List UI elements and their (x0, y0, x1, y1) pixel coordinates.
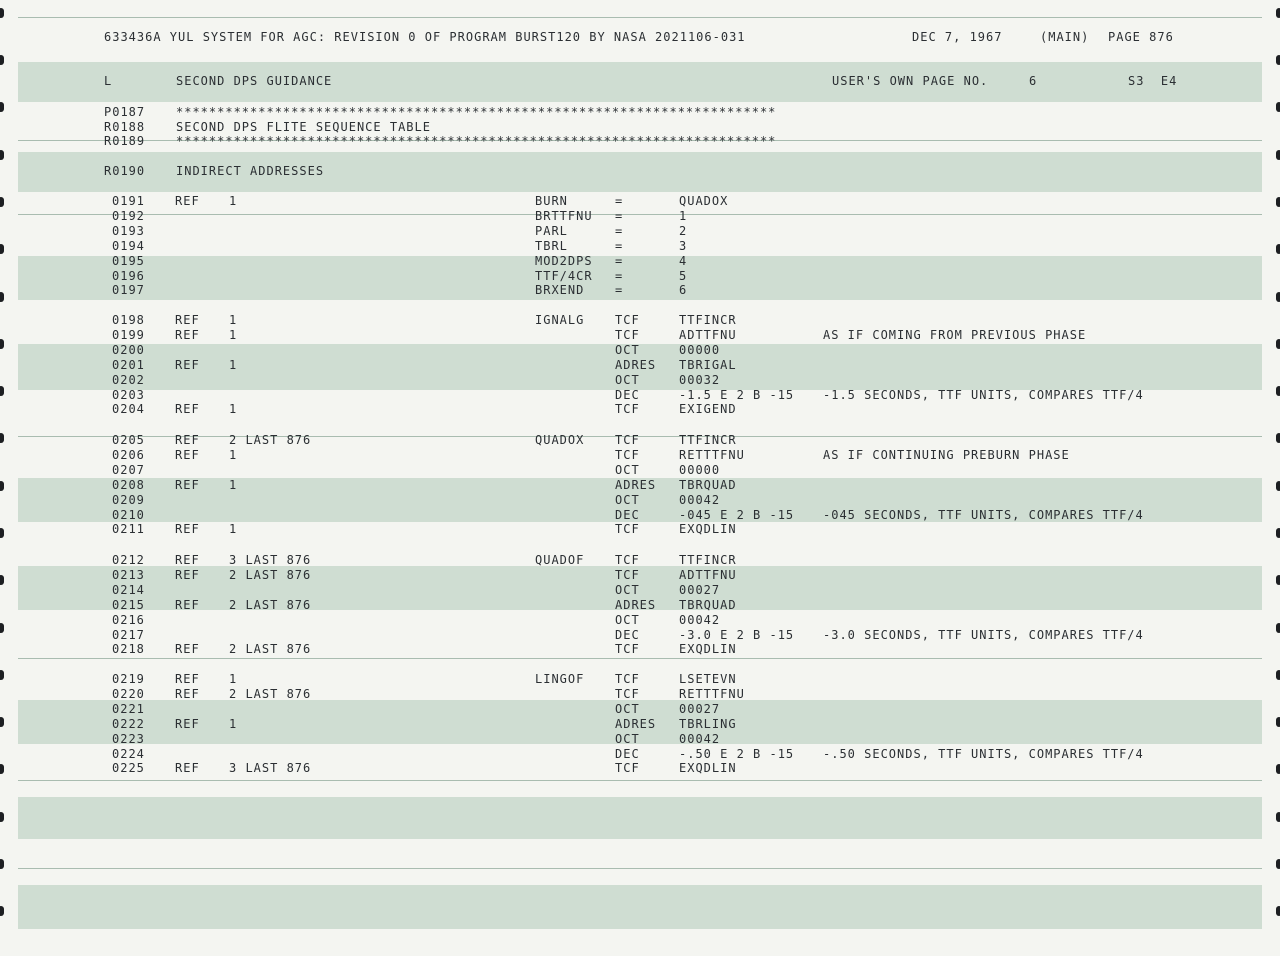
remark-text: ************************************************************************* (176, 105, 777, 119)
opcode: OCT (615, 731, 640, 746)
log-column: L (104, 74, 113, 88)
operand: -045 E 2 B -15 (679, 507, 795, 522)
card-number: 0195 (112, 253, 145, 268)
feed-hole (0, 528, 4, 538)
card-number: 0196 (112, 268, 145, 283)
opcode: = (615, 194, 624, 208)
symbol-label: IGNALG (535, 313, 585, 327)
operand: QUADOX (679, 194, 729, 208)
feed-hole (0, 764, 4, 774)
feed-hole (1276, 906, 1280, 916)
operand: ADTTFNU (679, 567, 737, 582)
card-number: 0218 (112, 642, 145, 657)
card-number: 0208 (112, 477, 145, 492)
remark-line (0, 164, 325, 179)
paper-rule (18, 780, 1262, 781)
ref-keyword: REF (175, 313, 200, 327)
card-number: 0200 (112, 342, 145, 357)
comment: -045 SECONDS, TTF UNITS, COMPARES TTF/4 (823, 507, 1144, 522)
remark-line (0, 120, 431, 135)
card-number: 0203 (112, 387, 145, 402)
opcode: DEC (615, 627, 640, 642)
opcode: TCF (615, 402, 640, 417)
listing-main: (MAIN) (1040, 30, 1090, 44)
opcode: ADRES (615, 477, 657, 492)
feed-hole (0, 433, 4, 443)
opcode: = (615, 268, 624, 283)
operand: 00000 (679, 462, 721, 477)
feed-hole (1276, 812, 1280, 822)
ref-count: 1 (229, 357, 238, 372)
card-number: 0216 (112, 612, 145, 627)
operand: TBRQUAD (679, 477, 737, 492)
feed-hole (0, 8, 4, 18)
opcode: TCF (615, 672, 640, 686)
green-band (18, 797, 1262, 839)
comment: AS IF COMING FROM PREVIOUS PHASE (823, 327, 1087, 342)
symbol-label: QUADOX (535, 433, 585, 447)
card-number: 0212 (112, 553, 145, 567)
card-number: 0219 (112, 672, 145, 686)
ref-keyword: REF (175, 402, 200, 417)
listing-title: 633436A YUL SYSTEM FOR AGC: REVISION 0 OF PROGRAM BURST120 BY NASA 2021106-031 (104, 30, 746, 44)
users-page-number: 6 (1029, 74, 1038, 88)
feed-hole (0, 575, 4, 585)
card-number: 0209 (112, 492, 145, 507)
remark-line (0, 134, 777, 149)
green-band (18, 885, 1262, 929)
card-number: 0206 (112, 447, 145, 462)
ref-keyword: REF (175, 447, 200, 462)
ref-keyword: REF (175, 433, 200, 447)
symbol-label: MOD2DPS (535, 253, 593, 268)
ref-count: 1 (229, 313, 238, 327)
opcode: DEC (615, 387, 640, 402)
operand: TBRQUAD (679, 597, 737, 612)
ref-keyword: REF (175, 357, 200, 372)
operand: 2 (679, 223, 688, 238)
operand: 5 (679, 268, 688, 283)
opcode: OCT (615, 342, 640, 357)
operand: 00042 (679, 731, 721, 746)
card-number: 0198 (112, 313, 145, 327)
ref-count: 1 (229, 194, 238, 208)
opcode: TCF (615, 447, 640, 462)
operand: TTFINCR (679, 553, 737, 567)
card-number: 0211 (112, 522, 145, 537)
card-number: 0199 (112, 327, 145, 342)
feed-hole (1276, 244, 1280, 254)
card-number: 0213 (112, 567, 145, 582)
feed-hole (1276, 623, 1280, 633)
feed-hole (1276, 8, 1280, 18)
feed-hole (0, 244, 4, 254)
opcode: = (615, 223, 624, 238)
operand: 4 (679, 253, 688, 268)
operand: TTFINCR (679, 433, 737, 447)
opcode: TCF (615, 327, 640, 342)
ref-keyword: REF (175, 716, 200, 731)
operand: 00032 (679, 372, 721, 387)
remark-text: SECOND DPS FLITE SEQUENCE TABLE (176, 120, 431, 134)
card-number: 0215 (112, 597, 145, 612)
section-codes: S3 E4 (1128, 74, 1178, 88)
opcode: OCT (615, 372, 640, 387)
comment: -.50 SECONDS, TTF UNITS, COMPARES TTF/4 (823, 746, 1144, 761)
feed-hole (1276, 386, 1280, 396)
ref-keyword: REF (175, 597, 200, 612)
ref-count: 1 (229, 522, 238, 537)
operand: 3 (679, 238, 688, 253)
card-number: 0192 (112, 208, 145, 223)
comment: -1.5 SECONDS, TTF UNITS, COMPARES TTF/4 (823, 387, 1144, 402)
header-line (0, 30, 1174, 45)
feed-hole (1276, 670, 1280, 680)
symbol-label: BURN (535, 194, 568, 208)
card-number: 0217 (112, 627, 145, 642)
opcode: TCF (615, 761, 640, 776)
operand: EXQDLIN (679, 522, 737, 537)
feed-hole (1276, 150, 1280, 160)
card-number: 0194 (112, 238, 145, 253)
subheader-line (0, 74, 1178, 89)
ref-keyword: REF (175, 567, 200, 582)
feed-hole (1276, 55, 1280, 65)
card-number: 0223 (112, 731, 145, 746)
ref-keyword: REF (175, 327, 200, 342)
users-page-label: USER'S OWN PAGE NO. (832, 74, 989, 88)
ref-keyword: REF (175, 477, 200, 492)
card-number: 0225 (112, 761, 145, 776)
ref-count: 1 (229, 477, 238, 492)
ref-count: 2 LAST 876 (229, 686, 312, 701)
card-number: 0197 (112, 283, 145, 298)
symbol-label: BRTTFNU (535, 208, 593, 223)
ref-keyword: REF (175, 522, 200, 537)
card-number: R0188 (104, 120, 146, 134)
operand: EXIGEND (679, 402, 737, 417)
remark-text: INDIRECT ADDRESSES (176, 164, 325, 178)
operand: 00042 (679, 492, 721, 507)
opcode: TCF (615, 553, 640, 567)
operand: TBRIGAL (679, 357, 737, 372)
ref-count: 1 (229, 716, 238, 731)
symbol-label: TTF/4CR (535, 268, 593, 283)
paper-rule (18, 658, 1262, 659)
opcode: ADRES (615, 716, 657, 731)
ref-keyword: REF (175, 761, 200, 776)
paper-rule (18, 214, 1262, 215)
feed-hole (0, 812, 4, 822)
card-number: 0191 (112, 194, 145, 208)
opcode: TCF (615, 686, 640, 701)
operand: 00042 (679, 612, 721, 627)
feed-hole (0, 717, 4, 727)
opcode: ADRES (615, 357, 657, 372)
ref-keyword: REF (175, 194, 200, 208)
ref-keyword: REF (175, 672, 200, 686)
feed-hole (0, 386, 4, 396)
card-number: 0204 (112, 402, 145, 417)
feed-hole (1276, 292, 1280, 302)
operand: -.50 E 2 B -15 (679, 746, 795, 761)
operand: EXQDLIN (679, 761, 737, 776)
listing-page: PAGE 876 (1108, 30, 1174, 44)
symbol-label: QUADOF (535, 553, 585, 567)
feed-hole (1276, 575, 1280, 585)
ref-count: 1 (229, 672, 238, 686)
paper-rule (18, 17, 1262, 18)
feed-hole (1276, 339, 1280, 349)
opcode: OCT (615, 701, 640, 716)
feed-hole (1276, 197, 1280, 207)
ref-keyword: REF (175, 642, 200, 657)
feed-hole (1276, 433, 1280, 443)
opcode: OCT (615, 492, 640, 507)
remark-line (0, 105, 777, 120)
symbol-label: LINGOF (535, 672, 585, 686)
green-band (18, 253, 1262, 300)
opcode: = (615, 238, 624, 253)
ref-keyword: REF (175, 553, 200, 567)
feed-hole (0, 670, 4, 680)
ref-count: 1 (229, 447, 238, 462)
symbol-label: BRXEND (535, 283, 585, 298)
operand: RETTTFNU (679, 447, 745, 462)
operand: 00027 (679, 582, 721, 597)
ref-count: 2 LAST 876 (229, 597, 312, 612)
ref-count: 1 (229, 402, 238, 417)
comment: -3.0 SECONDS, TTF UNITS, COMPARES TTF/4 (823, 627, 1144, 642)
operand: 00027 (679, 701, 721, 716)
feed-hole (1276, 717, 1280, 727)
feed-hole (1276, 859, 1280, 869)
ref-count: 1 (229, 327, 238, 342)
card-number: 0202 (112, 372, 145, 387)
ref-count: 2 LAST 876 (229, 567, 312, 582)
operand: RETTTFNU (679, 686, 745, 701)
card-number: 0220 (112, 686, 145, 701)
feed-hole (0, 481, 4, 491)
operand: ADTTFNU (679, 327, 737, 342)
ref-keyword: REF (175, 686, 200, 701)
feed-hole (0, 623, 4, 633)
symbol-label: PARL (535, 223, 568, 238)
opcode: TCF (615, 433, 640, 447)
feed-hole (1276, 528, 1280, 538)
card-number: 0193 (112, 223, 145, 238)
operand: EXQDLIN (679, 642, 737, 657)
operand: TBRLING (679, 716, 737, 731)
ref-count: 3 LAST 876 (229, 761, 312, 776)
opcode: OCT (615, 462, 640, 477)
feed-hole (1276, 764, 1280, 774)
operand: 00000 (679, 342, 721, 357)
opcode: DEC (615, 507, 640, 522)
feed-hole (0, 906, 4, 916)
opcode: = (615, 283, 624, 298)
opcode: TCF (615, 522, 640, 537)
card-number: 0222 (112, 716, 145, 731)
operand: -1.5 E 2 B -15 (679, 387, 795, 402)
feed-hole (0, 339, 4, 349)
paper-rule (18, 436, 1262, 437)
card-number: R0190 (104, 164, 146, 178)
ref-count: 3 LAST 876 (229, 553, 312, 567)
opcode: TCF (615, 313, 640, 327)
operand: 1 (679, 208, 688, 223)
card-number: 0210 (112, 507, 145, 522)
feed-hole (1276, 102, 1280, 112)
operand: LSETEVN (679, 672, 737, 686)
remark-text: ************************************************************************* (176, 134, 777, 148)
ref-count: 2 LAST 876 (229, 433, 312, 447)
opcode: = (615, 208, 624, 223)
operand: 6 (679, 283, 688, 298)
opcode: TCF (615, 567, 640, 582)
opcode: DEC (615, 746, 640, 761)
card-number: 0207 (112, 462, 145, 477)
feed-hole (1276, 481, 1280, 491)
card-number: 0214 (112, 582, 145, 597)
opcode: = (615, 253, 624, 268)
operand: TTFINCR (679, 313, 737, 327)
card-number: 0205 (112, 433, 145, 447)
card-number: R0189 (104, 134, 146, 148)
operand: -3.0 E 2 B -15 (679, 627, 795, 642)
ref-count: 2 LAST 876 (229, 642, 312, 657)
opcode: ADRES (615, 597, 657, 612)
card-number: P0187 (104, 105, 146, 119)
opcode: TCF (615, 642, 640, 657)
listing-date: DEC 7, 1967 (912, 30, 1003, 44)
opcode: OCT (615, 582, 640, 597)
card-number: 0224 (112, 746, 145, 761)
paper-rule (18, 868, 1262, 869)
card-number: 0221 (112, 701, 145, 716)
card-number: 0201 (112, 357, 145, 372)
symbol-label: TBRL (535, 238, 568, 253)
feed-hole (0, 859, 4, 869)
opcode: OCT (615, 612, 640, 627)
section-title: SECOND DPS GUIDANCE (176, 74, 333, 88)
comment: AS IF CONTINUING PREBURN PHASE (823, 447, 1070, 462)
feed-hole (0, 292, 4, 302)
